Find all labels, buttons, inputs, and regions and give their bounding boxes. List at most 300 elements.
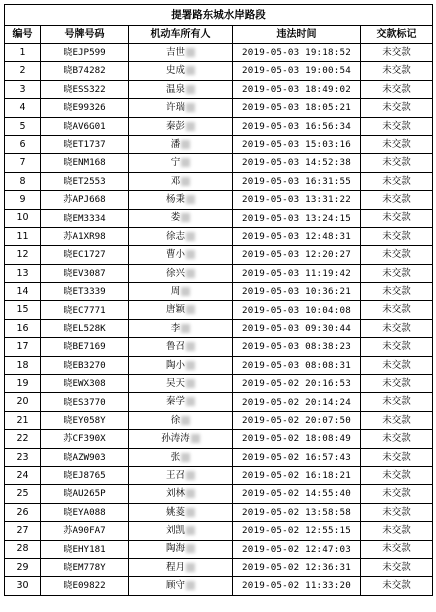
- row-number-text: 13: [16, 267, 29, 279]
- row-number-text: 24: [16, 469, 29, 481]
- violation-time-text: 2019-05-03 08:38:23: [242, 341, 351, 353]
- plate-number: [41, 356, 129, 374]
- redaction-mark: [186, 489, 195, 498]
- violation-time: [233, 466, 361, 484]
- payment-status: [361, 99, 433, 117]
- table-row: [5, 411, 433, 429]
- plate-number: [41, 209, 129, 227]
- owner-name-text: 吉世: [165, 46, 185, 58]
- violation-time-text: 2019-05-03 16:56:34: [242, 120, 351, 132]
- payment-status: [361, 485, 433, 503]
- plate-number: [41, 338, 129, 356]
- redaction-mark: [186, 269, 195, 278]
- table-row: [5, 522, 433, 540]
- table-row: [5, 99, 433, 117]
- violation-time-text: 2019-05-02 16:18:21: [242, 470, 351, 482]
- violation-time-text: 2019-05-03 19:00:54: [242, 65, 351, 77]
- row-number-text: 30: [16, 580, 29, 592]
- row-number-text: 25: [16, 488, 29, 500]
- plate-number-text: 晓EV3087: [63, 267, 106, 279]
- owner-name: [129, 430, 233, 448]
- violation-time: [233, 117, 361, 135]
- row-number-text: 3: [19, 83, 26, 95]
- violation-time: [233, 44, 361, 62]
- row-number: [5, 540, 41, 558]
- owner-name: [129, 117, 233, 135]
- payment-status-text: 未交款: [382, 249, 411, 261]
- owner-name-text: 鲁召: [165, 341, 185, 353]
- row-number: [5, 411, 41, 429]
- row-number: [5, 99, 41, 117]
- payment-status: [361, 522, 433, 540]
- redaction-mark: [186, 232, 195, 241]
- payment-status: [361, 430, 433, 448]
- payment-status-text: 未交款: [382, 212, 411, 224]
- plate-number: [41, 135, 129, 153]
- plate-number: [41, 44, 129, 62]
- payment-status-text: 未交款: [382, 194, 411, 206]
- plate-number: [41, 264, 129, 282]
- redaction-mark: [186, 122, 195, 131]
- row-number-text: 10: [16, 212, 29, 224]
- plate-number-text: 晓EY058Y: [63, 414, 106, 426]
- payment-status: [361, 44, 433, 62]
- table-row: [5, 227, 433, 245]
- violation-time: [233, 430, 361, 448]
- row-number-text: 28: [16, 543, 29, 555]
- redaction-mark: [186, 85, 195, 94]
- payment-status-text: 未交款: [382, 286, 411, 298]
- payment-status: [361, 319, 433, 337]
- table-row: [5, 154, 433, 172]
- owner-name-text: 王召: [165, 469, 185, 481]
- table-row: [5, 44, 433, 62]
- row-number: [5, 172, 41, 190]
- row-number-text: 1: [19, 46, 26, 58]
- plate-number-text: 晓EC1727: [63, 249, 106, 261]
- violation-time-text: 2019-05-03 10:36:21: [242, 286, 351, 298]
- table-row: [5, 117, 433, 135]
- row-number: [5, 558, 41, 576]
- plate-number-text: 晓EM778Y: [63, 562, 106, 574]
- owner-name: [129, 448, 233, 466]
- plate-number-text: 苏APJ668: [63, 194, 106, 206]
- owner-name: [129, 135, 233, 153]
- row-number: [5, 283, 41, 301]
- violation-sheet: [4, 4, 432, 596]
- row-number-text: 9: [19, 194, 26, 206]
- plate-number-text: 晓ENM168: [63, 157, 106, 169]
- row-number-text: 22: [16, 433, 29, 445]
- payment-status: [361, 356, 433, 374]
- redaction-mark: [186, 103, 195, 112]
- payment-status-text: 未交款: [382, 46, 411, 58]
- owner-name: [129, 154, 233, 172]
- violation-time: [233, 191, 361, 209]
- row-number: [5, 227, 41, 245]
- violation-time-text: 2019-05-03 16:31:55: [242, 175, 351, 187]
- violation-time: [233, 62, 361, 80]
- owner-name: [129, 503, 233, 521]
- violation-time: [233, 338, 361, 356]
- redaction-mark: [186, 66, 195, 75]
- payment-status: [361, 375, 433, 393]
- owner-name-text: 娄: [170, 212, 181, 224]
- payment-status-text: 未交款: [382, 102, 411, 114]
- row-number: [5, 448, 41, 466]
- payment-status-text: 未交款: [382, 359, 411, 371]
- payment-status-text: 未交款: [382, 157, 411, 169]
- payment-status-text: 未交款: [382, 561, 411, 573]
- violation-time-text: 2019-05-03 19:18:52: [242, 47, 351, 59]
- row-number-text: 12: [16, 249, 29, 261]
- violation-time-text: 2019-05-02 16:57:43: [242, 451, 351, 463]
- table-row: [5, 540, 433, 558]
- row-number: [5, 44, 41, 62]
- violation-time: [233, 154, 361, 172]
- owner-name-text: 徐志: [165, 230, 185, 242]
- row-number: [5, 356, 41, 374]
- row-number-text: 4: [19, 102, 26, 114]
- plate-number-text: 晓EC7771: [63, 304, 106, 316]
- payment-status-text: 未交款: [382, 506, 411, 518]
- table-row: [5, 356, 433, 374]
- violation-time-text: 2019-05-03 09:30:44: [242, 322, 351, 334]
- owner-name-text: 刘林: [165, 488, 185, 500]
- row-number: [5, 522, 41, 540]
- owner-name: [129, 191, 233, 209]
- violation-time-text: 2019-05-03 11:19:42: [242, 267, 351, 279]
- row-number-text: 6: [19, 138, 26, 150]
- row-number-text: 7: [19, 157, 26, 169]
- plate-number: [41, 485, 129, 503]
- violation-time: [233, 503, 361, 521]
- table-row: [5, 393, 433, 411]
- row-number-text: 16: [16, 322, 29, 334]
- header-status: 交款标记: [361, 26, 433, 44]
- table-row: [5, 246, 433, 264]
- table-row: [5, 62, 433, 80]
- owner-name: [129, 209, 233, 227]
- payment-status-text: 未交款: [382, 65, 411, 77]
- payment-status: [361, 558, 433, 576]
- owner-name-text: 姚菱: [165, 506, 185, 518]
- row-number-text: 19: [16, 377, 29, 389]
- row-number: [5, 264, 41, 282]
- table-row: [5, 209, 433, 227]
- violation-time-text: 2019-05-03 13:24:15: [242, 212, 351, 224]
- payment-status: [361, 448, 433, 466]
- row-number-text: 2: [19, 65, 26, 77]
- violation-time-text: 2019-05-02 12:55:15: [242, 525, 351, 537]
- payment-status-text: 未交款: [382, 469, 411, 481]
- owner-name-text: 宁: [170, 157, 181, 169]
- plate-number: [41, 430, 129, 448]
- row-number: [5, 191, 41, 209]
- plate-number-text: 晓EL528K: [63, 322, 106, 334]
- owner-name: [129, 558, 233, 576]
- table-row: [5, 172, 433, 190]
- plate-number: [41, 411, 129, 429]
- plate-number-text: 晓EJP599: [63, 47, 106, 59]
- owner-name-text: 孙涛涛: [161, 433, 190, 445]
- violation-time-text: 2019-05-03 13:31:22: [242, 194, 351, 206]
- table-row: [5, 448, 433, 466]
- plate-number: [41, 283, 129, 301]
- header-no: 编号: [5, 26, 41, 44]
- plate-number-text: 晓ET1737: [63, 139, 106, 151]
- row-number-text: 14: [16, 286, 29, 298]
- plate-number-text: 晓BE7169: [63, 341, 106, 353]
- plate-number: [41, 301, 129, 319]
- row-number: [5, 209, 41, 227]
- violation-time: [233, 485, 361, 503]
- violation-time-text: 2019-05-02 20:14:24: [242, 396, 351, 408]
- violation-time-text: 2019-05-03 18:49:02: [242, 83, 351, 95]
- owner-name-text: 张: [170, 451, 181, 463]
- payment-status: [361, 338, 433, 356]
- violation-time: [233, 558, 361, 576]
- plate-number-text: 晓AV6G01: [63, 120, 106, 132]
- violation-time-text: 2019-05-02 14:55:40: [242, 488, 351, 500]
- header-owner: 机动车所有人: [129, 26, 233, 44]
- violation-time-text: 2019-05-02 20:07:50: [242, 414, 351, 426]
- row-number-text: 18: [16, 359, 29, 371]
- payment-status-text: 未交款: [382, 396, 411, 408]
- owner-name-text: 徐: [170, 414, 181, 426]
- row-number-text: 27: [16, 525, 29, 537]
- plate-number-text: 晓AU265P: [63, 488, 106, 500]
- owner-name-text: 刘凯: [165, 525, 185, 537]
- owner-name: [129, 577, 233, 595]
- violation-time-text: 2019-05-03 18:05:21: [242, 102, 351, 114]
- plate-number-text: 晓E99326: [63, 102, 106, 114]
- payment-status-text: 未交款: [382, 580, 411, 592]
- plate-number-text: 晓B74282: [63, 65, 106, 77]
- table-row: [5, 80, 433, 98]
- payment-status-text: 未交款: [382, 488, 411, 500]
- plate-number-text: 晓ESS322: [63, 83, 106, 95]
- row-number-text: 11: [16, 230, 29, 242]
- row-number: [5, 485, 41, 503]
- payment-status-text: 未交款: [382, 322, 411, 334]
- violation-time: [233, 209, 361, 227]
- plate-number-text: 晓EB3270: [63, 359, 106, 371]
- plate-number-text: 晓E09822: [63, 580, 106, 592]
- plate-number: [41, 522, 129, 540]
- redaction-mark: [186, 195, 195, 204]
- row-number: [5, 62, 41, 80]
- redaction-mark: [181, 324, 190, 333]
- plate-number: [41, 540, 129, 558]
- table-row: [5, 319, 433, 337]
- table-row: [5, 264, 433, 282]
- redaction-mark: [191, 434, 200, 443]
- plate-number: [41, 503, 129, 521]
- owner-name-text: 程月: [165, 561, 185, 573]
- redaction-mark: [186, 397, 195, 406]
- plate-number-text: 晓EJ8765: [63, 470, 106, 482]
- row-number: [5, 301, 41, 319]
- row-number: [5, 135, 41, 153]
- row-number: [5, 154, 41, 172]
- payment-status: [361, 209, 433, 227]
- table-row: [5, 301, 433, 319]
- violation-time: [233, 319, 361, 337]
- violation-table: [4, 4, 433, 596]
- owner-name-text: 陶海: [165, 543, 185, 555]
- payment-status-text: 未交款: [382, 341, 411, 353]
- payment-status: [361, 577, 433, 595]
- payment-status: [361, 191, 433, 209]
- owner-name-text: 温泉: [165, 83, 185, 95]
- plate-number: [41, 172, 129, 190]
- header-plate: 号牌号码: [41, 26, 129, 44]
- payment-status-text: 未交款: [382, 543, 411, 555]
- payment-status: [361, 246, 433, 264]
- plate-number: [41, 375, 129, 393]
- owner-name: [129, 246, 233, 264]
- plate-number: [41, 191, 129, 209]
- payment-status: [361, 466, 433, 484]
- payment-status-text: 未交款: [382, 230, 411, 242]
- payment-status-text: 未交款: [382, 138, 411, 150]
- row-number: [5, 577, 41, 595]
- owner-name: [129, 540, 233, 558]
- payment-status: [361, 80, 433, 98]
- plate-number: [41, 117, 129, 135]
- owner-name: [129, 62, 233, 80]
- owner-name-text: 周: [170, 286, 181, 298]
- table-row: [5, 466, 433, 484]
- violation-time: [233, 448, 361, 466]
- plate-number: [41, 393, 129, 411]
- violation-time: [233, 301, 361, 319]
- plate-number: [41, 448, 129, 466]
- row-number-text: 20: [16, 396, 29, 408]
- redaction-mark: [186, 305, 195, 314]
- plate-number-text: 晓ET2553: [63, 175, 106, 187]
- violation-time: [233, 246, 361, 264]
- payment-status: [361, 264, 433, 282]
- table-row: [5, 558, 433, 576]
- violation-time: [233, 135, 361, 153]
- owner-name-text: 史成: [165, 65, 185, 77]
- owner-name-text: 秦学: [165, 396, 185, 408]
- plate-number: [41, 80, 129, 98]
- plate-number: [41, 558, 129, 576]
- plate-number-text: 苏CF390X: [63, 433, 106, 445]
- violation-time: [233, 375, 361, 393]
- redaction-mark: [186, 508, 195, 517]
- plate-number: [41, 246, 129, 264]
- sheet-title: 提署路东城水岸路段: [5, 5, 433, 26]
- payment-status: [361, 503, 433, 521]
- owner-name: [129, 172, 233, 190]
- owner-name-text: 吴天: [165, 377, 185, 389]
- owner-name: [129, 99, 233, 117]
- payment-status: [361, 117, 433, 135]
- plate-number: [41, 154, 129, 172]
- plate-number: [41, 319, 129, 337]
- table-row: [5, 191, 433, 209]
- owner-name: [129, 522, 233, 540]
- violation-time-text: 2019-05-03 14:52:38: [242, 157, 351, 169]
- payment-status-text: 未交款: [382, 267, 411, 279]
- row-number-text: 17: [16, 341, 29, 353]
- row-number: [5, 503, 41, 521]
- row-number: [5, 319, 41, 337]
- plate-number-text: 晓ES3770: [63, 396, 106, 408]
- table-row: [5, 375, 433, 393]
- row-number: [5, 246, 41, 264]
- violation-time-text: 2019-05-03 08:08:31: [242, 359, 351, 371]
- violation-time: [233, 172, 361, 190]
- violation-time: [233, 411, 361, 429]
- payment-status-text: 未交款: [382, 414, 411, 426]
- owner-name-text: 李: [170, 322, 181, 334]
- redaction-mark: [186, 563, 195, 572]
- table-row: [5, 135, 433, 153]
- payment-status-text: 未交款: [382, 83, 411, 95]
- redaction-mark: [186, 342, 195, 351]
- owner-name: [129, 80, 233, 98]
- plate-number: [41, 227, 129, 245]
- plate-number-text: 晓AZW903: [63, 451, 106, 463]
- row-number-text: 5: [19, 120, 26, 132]
- row-number-text: 21: [16, 414, 29, 426]
- owner-name: [129, 485, 233, 503]
- violation-time-text: 2019-05-03 10:04:08: [242, 304, 351, 316]
- row-number-text: 26: [16, 506, 29, 518]
- redaction-mark: [181, 177, 190, 186]
- owner-name-text: 曹小: [165, 249, 185, 261]
- payment-status-text: 未交款: [382, 433, 411, 445]
- owner-name: [129, 338, 233, 356]
- violation-time-text: 2019-05-03 15:03:16: [242, 139, 351, 151]
- violation-time-text: 2019-05-02 18:08:49: [242, 433, 351, 445]
- owner-name-text: 唐颖: [165, 304, 185, 316]
- row-number: [5, 375, 41, 393]
- title-row: [5, 5, 433, 26]
- table-row: [5, 503, 433, 521]
- redaction-mark: [181, 453, 190, 462]
- header-row: [5, 26, 433, 44]
- row-number: [5, 466, 41, 484]
- plate-number-text: 晓EHY181: [63, 543, 106, 555]
- owner-name: [129, 319, 233, 337]
- redaction-mark: [186, 471, 195, 480]
- owner-name: [129, 411, 233, 429]
- owner-name-text: 潘: [170, 138, 181, 150]
- table-row: [5, 577, 433, 595]
- owner-name: [129, 44, 233, 62]
- row-number: [5, 80, 41, 98]
- plate-number: [41, 99, 129, 117]
- table-row: [5, 430, 433, 448]
- row-number-text: 15: [16, 304, 29, 316]
- owner-name: [129, 264, 233, 282]
- plate-number: [41, 62, 129, 80]
- redaction-mark: [186, 581, 195, 590]
- redaction-mark: [186, 361, 195, 370]
- payment-status: [361, 172, 433, 190]
- row-number: [5, 393, 41, 411]
- row-number: [5, 117, 41, 135]
- owner-name: [129, 393, 233, 411]
- payment-status: [361, 227, 433, 245]
- redaction-mark: [181, 158, 190, 167]
